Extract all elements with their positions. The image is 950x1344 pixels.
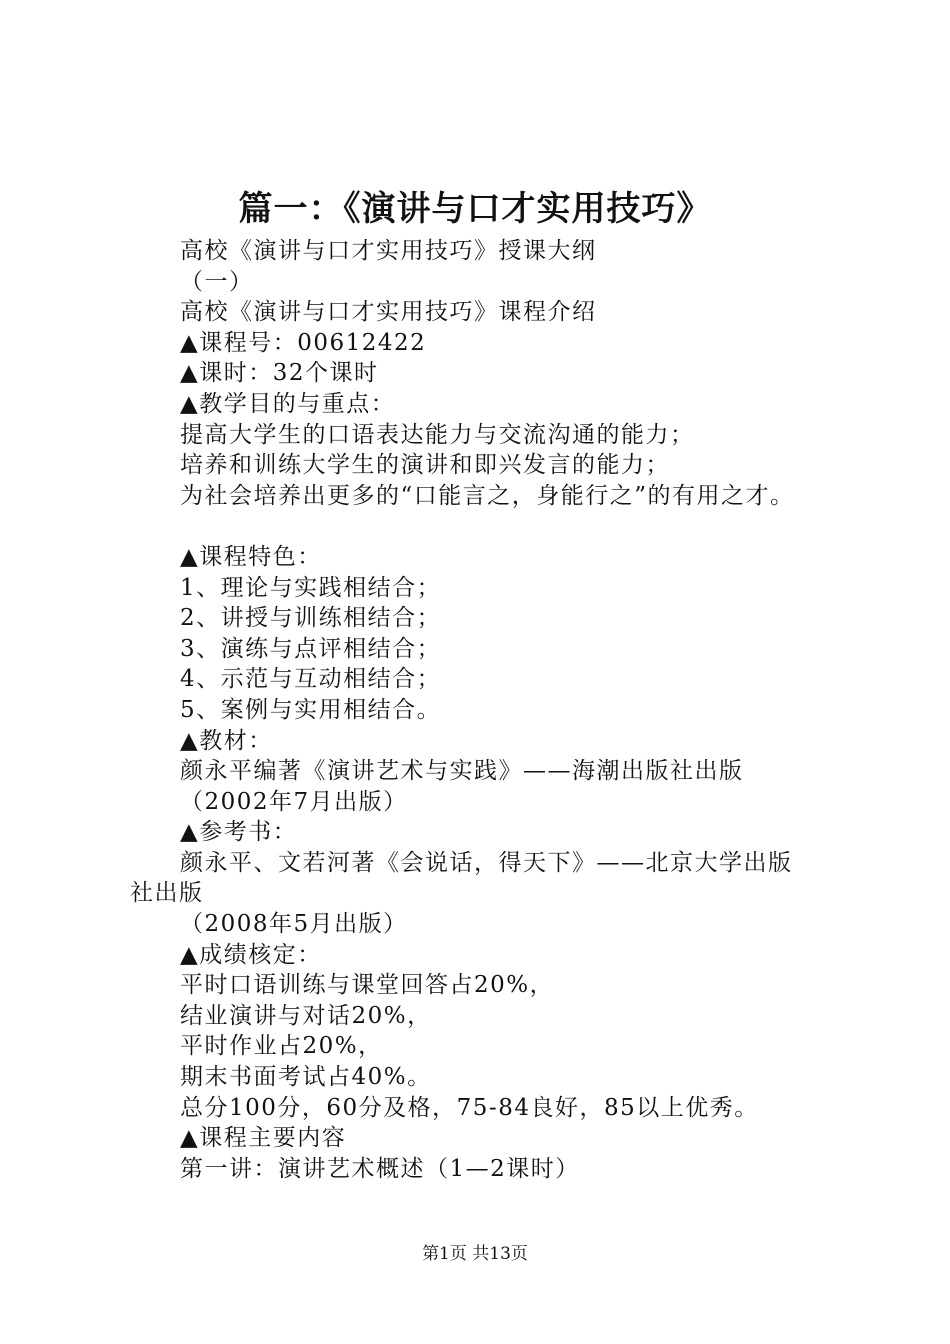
body-line: 平时作业占20%， (180, 1033, 383, 1060)
body-line: ▲课程特色： (180, 543, 322, 570)
body-line-wrapped: 社出版 (130, 880, 204, 907)
body-line: 高校《演讲与口才实用技巧》授课大纲 (180, 238, 597, 264)
body-line: 总分100分，60分及格，75-84良好，85以上优秀。 (180, 1094, 759, 1121)
body-line: 结业演讲与对话20%， (180, 1002, 432, 1029)
body-line: 3、演练与点评相结合； (180, 635, 442, 662)
body-line: 5、案例与实用相结合。 (180, 696, 442, 723)
body-line: ▲课时：32个课时 (180, 360, 379, 387)
body-line: 提高大学生的口语表达能力与交流沟通的能力； (180, 421, 695, 448)
body-line: 第一讲：演讲艺术概述（1—2课时） (180, 1155, 580, 1182)
body-line: 平时口语训练与课堂回答占20%， (180, 972, 555, 999)
body-line: 4、示范与互动相结合； (180, 666, 442, 693)
body-line: 期末书面考试占40%。 (180, 1064, 432, 1091)
body-line: ▲课程主要内容 (180, 1125, 347, 1152)
page-footer: 第1页 共13页 (422, 1244, 528, 1264)
document-body (130, 236, 930, 1184)
body-line: ▲成绩核定： (180, 941, 322, 968)
body-line: 颜永平、文若河著《会说话，得天下》——北京大学出版 (180, 849, 793, 876)
body-line: 2、讲授与训练相结合； (180, 605, 442, 632)
body-line: 培养和训练大学生的演讲和即兴发言的能力； (180, 452, 670, 479)
body-line: （2002年7月出版） (180, 788, 408, 815)
body-line: （一） (180, 268, 254, 295)
body-line: 高校《演讲与口才实用技巧》课程介绍 (180, 299, 597, 326)
body-line: ▲教学目的与重点： (180, 390, 396, 417)
body-line: ▲参考书： (180, 819, 298, 846)
body-line: 为社会培养出更多的“口能言之，身能行之”的有用之才。 (180, 482, 795, 509)
body-line: ▲教材： (180, 727, 273, 754)
body-line: 颜永平编著《演讲艺术与实践》——海潮出版社出版 (180, 758, 744, 785)
document-title: 篇一：《演讲与口才实用技巧》 (238, 189, 712, 229)
blank-line (130, 511, 930, 542)
body-line: ▲课程号：00612422 (180, 329, 427, 356)
body-line: 1、理论与实践相结合； (180, 574, 442, 601)
body-line: （2008年5月出版） (180, 911, 408, 938)
